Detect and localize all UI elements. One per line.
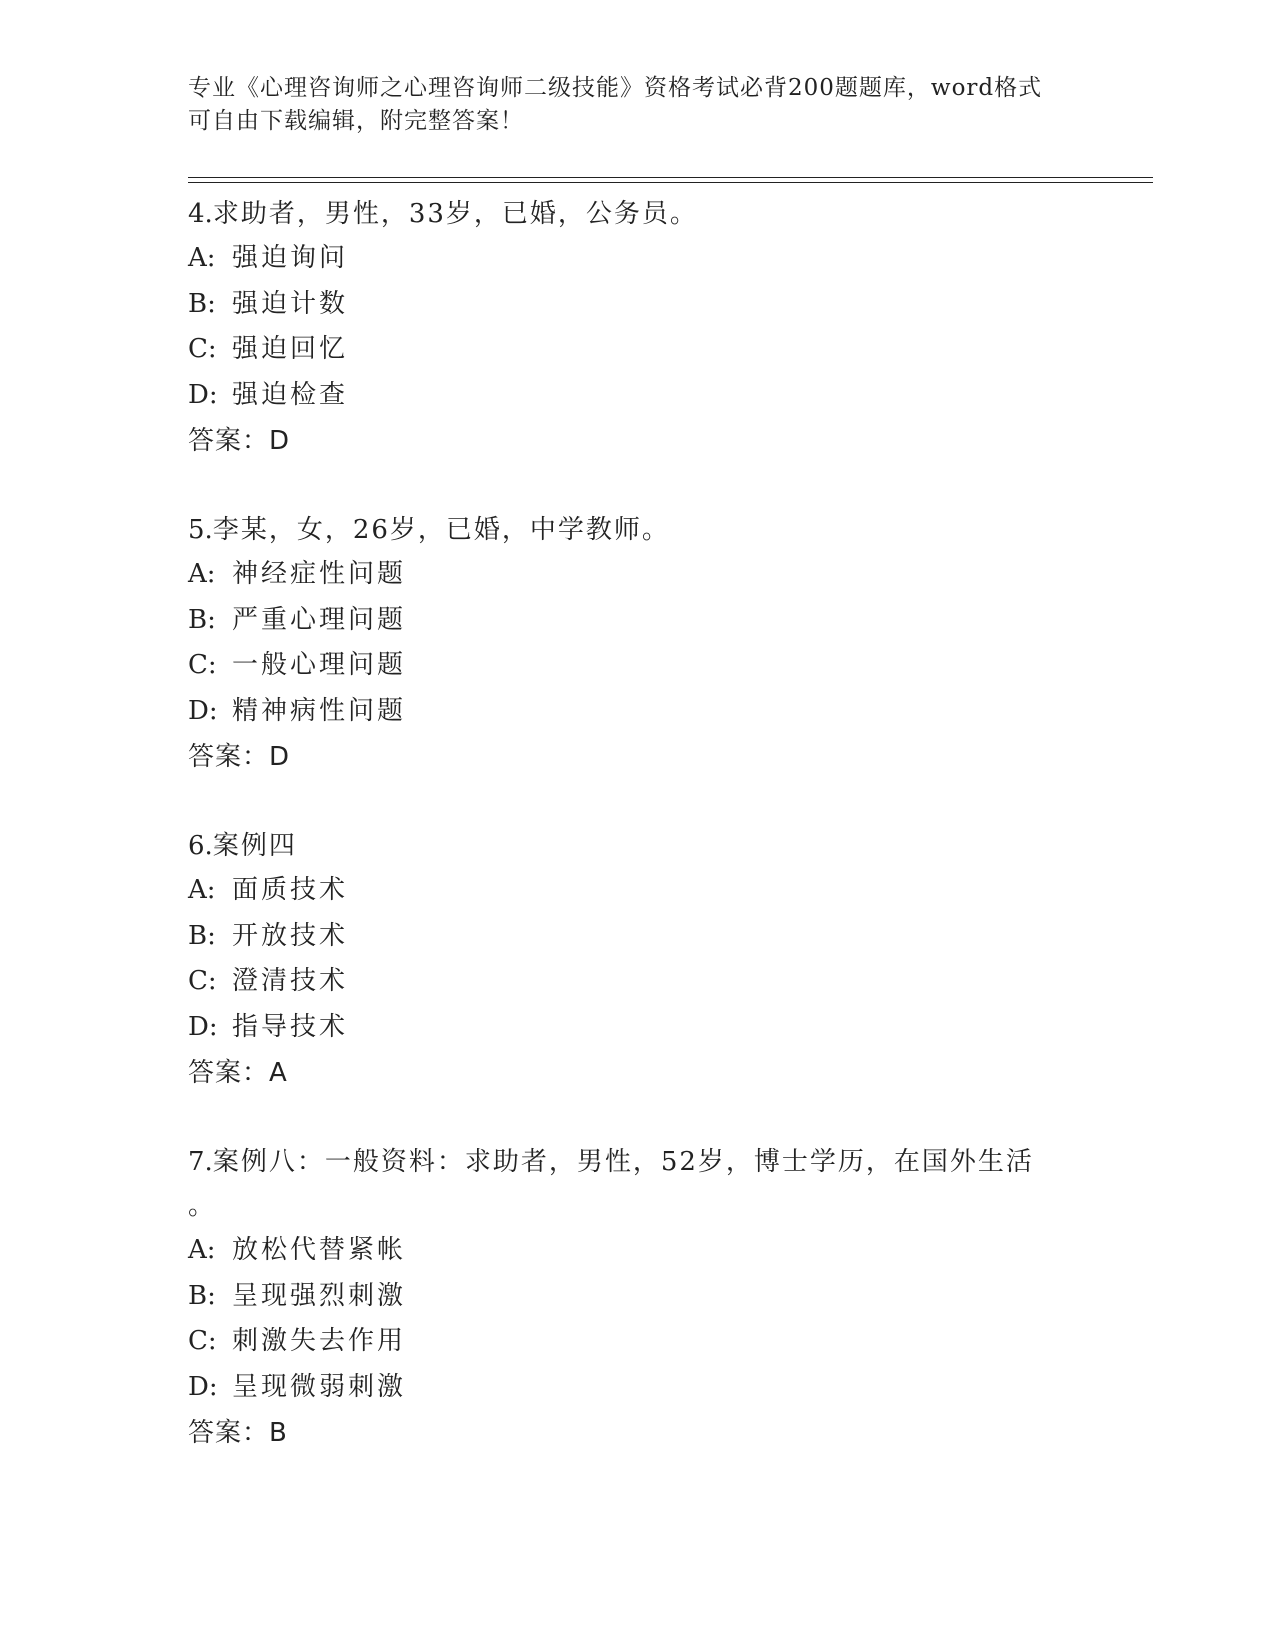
option-text: 指导技术 — [232, 1011, 349, 1042]
question-stem — [188, 824, 1088, 868]
option-letter: A: — [188, 243, 216, 273]
header-line-1: 专业《心理咨询师之心理咨询师二级技能》资格考试必背200题题库，word格式 — [188, 75, 1043, 101]
option-c — [188, 327, 1088, 373]
question-7 — [188, 1140, 1088, 1456]
option-letter: D: — [188, 1371, 218, 1402]
option-letter: B: — [188, 1280, 216, 1311]
option-text: 放松代替紧帐 — [232, 1235, 407, 1265]
question-stem-continuation: 。 — [188, 1191, 215, 1221]
question-text: 案例四 — [212, 831, 297, 861]
option-text: 严重心理问题 — [232, 604, 407, 635]
option-a — [188, 1228, 1088, 1274]
header-divider-bottom — [188, 182, 1153, 183]
answer-line: 答案：A — [188, 1058, 288, 1088]
option-d — [188, 373, 1088, 419]
option-c — [188, 643, 1088, 689]
option-a — [188, 552, 1088, 598]
option-letter: D: — [188, 379, 218, 410]
question-4 — [188, 192, 1088, 464]
option-text: 强迫检查 — [232, 379, 349, 410]
option-letter: C: — [188, 650, 217, 680]
option-text: 神经症性问题 — [232, 559, 407, 589]
option-a — [188, 236, 1088, 282]
option-letter: C: — [188, 966, 217, 996]
option-text: 一般心理问题 — [232, 650, 407, 680]
option-d — [188, 1005, 1088, 1051]
option-text: 呈现强烈刺激 — [232, 1280, 407, 1311]
option-d — [188, 689, 1088, 735]
option-b — [188, 914, 1088, 960]
question-stem — [188, 192, 1088, 236]
question-number: 5. — [188, 515, 213, 545]
option-letter: B: — [188, 604, 216, 635]
question-number: 4. — [188, 199, 213, 229]
question-5 — [188, 508, 1088, 780]
question-text: 案例八：一般资料：求助者，男性，52岁，博士学历，在国外生活 — [212, 1147, 1034, 1177]
header-line-2: 可自由下载编辑，附完整答案！ — [188, 108, 524, 134]
option-letter: A: — [188, 875, 216, 905]
question-text: 李某，女，26岁，已婚，中学教师。 — [212, 515, 670, 545]
option-b — [188, 1274, 1088, 1320]
answer-line: 答案：D — [188, 742, 291, 772]
option-d — [188, 1365, 1088, 1411]
option-b — [188, 282, 1088, 328]
option-letter: D: — [188, 1011, 218, 1042]
question-6 — [188, 824, 1088, 1096]
option-letter: B: — [188, 920, 216, 951]
option-c — [188, 1319, 1088, 1365]
option-c — [188, 959, 1088, 1005]
option-letter: A: — [188, 559, 216, 589]
option-letter: C: — [188, 1326, 217, 1356]
option-text: 开放技术 — [232, 920, 349, 951]
option-text: 强迫询问 — [232, 243, 349, 273]
option-b — [188, 598, 1088, 644]
answer-line: 答案：D — [188, 426, 291, 456]
option-text: 面质技术 — [232, 875, 349, 905]
question-number: 7. — [188, 1147, 213, 1177]
option-text: 刺激失去作用 — [232, 1326, 407, 1356]
question-number: 6. — [188, 831, 213, 861]
option-text: 精神病性问题 — [232, 695, 407, 726]
option-letter: A: — [188, 1235, 216, 1265]
question-text: 求助者，男性，33岁，已婚，公务员。 — [212, 199, 698, 229]
option-text: 澄清技术 — [232, 966, 349, 996]
question-stem — [188, 1140, 1088, 1184]
answer-line: 答案：B — [188, 1418, 288, 1448]
option-text: 强迫回忆 — [232, 334, 349, 364]
option-letter: D: — [188, 695, 218, 726]
document-header — [188, 72, 1088, 138]
option-text: 强迫计数 — [232, 288, 349, 319]
question-stem — [188, 508, 1088, 552]
option-a — [188, 868, 1088, 914]
option-text: 呈现微弱刺激 — [232, 1371, 407, 1402]
option-letter: B: — [188, 288, 216, 319]
header-divider-top — [188, 177, 1153, 178]
option-letter: C: — [188, 334, 217, 364]
